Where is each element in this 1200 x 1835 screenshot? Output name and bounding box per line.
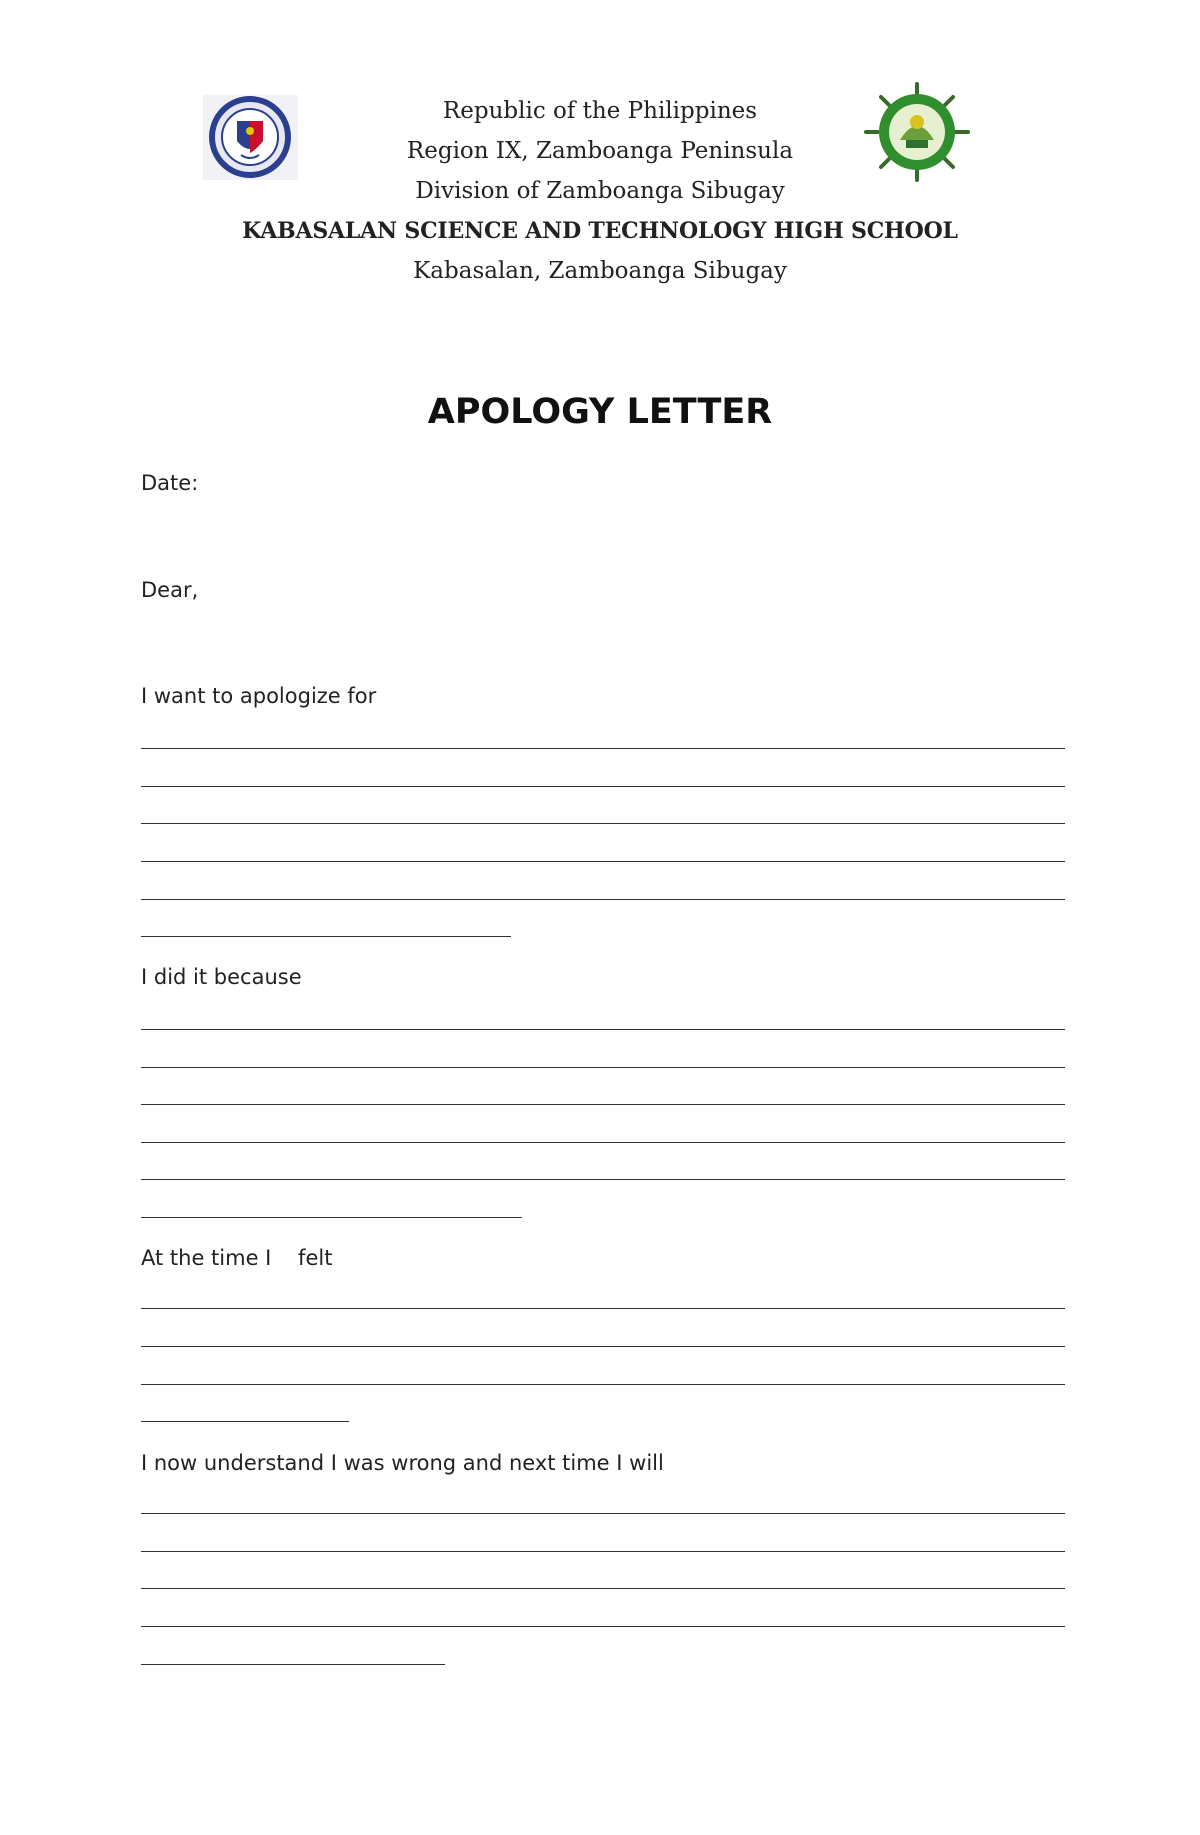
answer-line[interactable]: [141, 748, 1065, 749]
answer-line[interactable]: [141, 823, 1065, 824]
school-seal-icon: [862, 82, 972, 182]
answer-line[interactable]: [141, 1142, 1065, 1143]
answer-line[interactable]: [141, 1067, 1065, 1068]
answer-line-short[interactable]: [141, 1664, 445, 1665]
answer-line[interactable]: [141, 786, 1065, 787]
header-school-name: KABASALAN SCIENCE AND TECHNOLOGY HIGH SCHOOL: [242, 218, 958, 244]
answer-line[interactable]: [141, 861, 1065, 862]
prompt-apologize-for: I want to apologize for: [141, 684, 377, 708]
answer-line[interactable]: [141, 899, 1065, 900]
prompt-next-time-will: I now understand I was wrong and next time I will: [141, 1451, 664, 1475]
answer-line[interactable]: [141, 1384, 1065, 1385]
header-region: Region IX, Zamboanga Peninsula: [406, 138, 794, 164]
answer-line[interactable]: [141, 1346, 1065, 1347]
dear-label: Dear,: [141, 578, 199, 602]
header-address: Kabasalan, Zamboanga Sibugay: [413, 258, 787, 284]
date-label: Date:: [141, 471, 199, 495]
header-republic: Republic of the Philippines: [442, 98, 758, 124]
page-title: APOLOGY LETTER: [427, 392, 773, 432]
header-division: Division of Zamboanga Sibugay: [415, 178, 785, 204]
prompt-did-it-because: I did it because: [141, 965, 302, 989]
answer-line[interactable]: [141, 1308, 1065, 1309]
answer-line[interactable]: [141, 1104, 1065, 1105]
answer-line[interactable]: [141, 1551, 1065, 1552]
prompt-at-the-time-felt: At the time I felt: [141, 1246, 333, 1270]
answer-line[interactable]: [141, 1588, 1065, 1589]
answer-line-short[interactable]: [141, 1421, 349, 1422]
answer-line[interactable]: [141, 1513, 1065, 1514]
answer-line[interactable]: [141, 1029, 1065, 1030]
answer-line-short[interactable]: [141, 1217, 522, 1218]
answer-line[interactable]: [141, 1626, 1065, 1627]
answer-line-short[interactable]: [141, 936, 511, 937]
answer-line[interactable]: [141, 1179, 1065, 1180]
